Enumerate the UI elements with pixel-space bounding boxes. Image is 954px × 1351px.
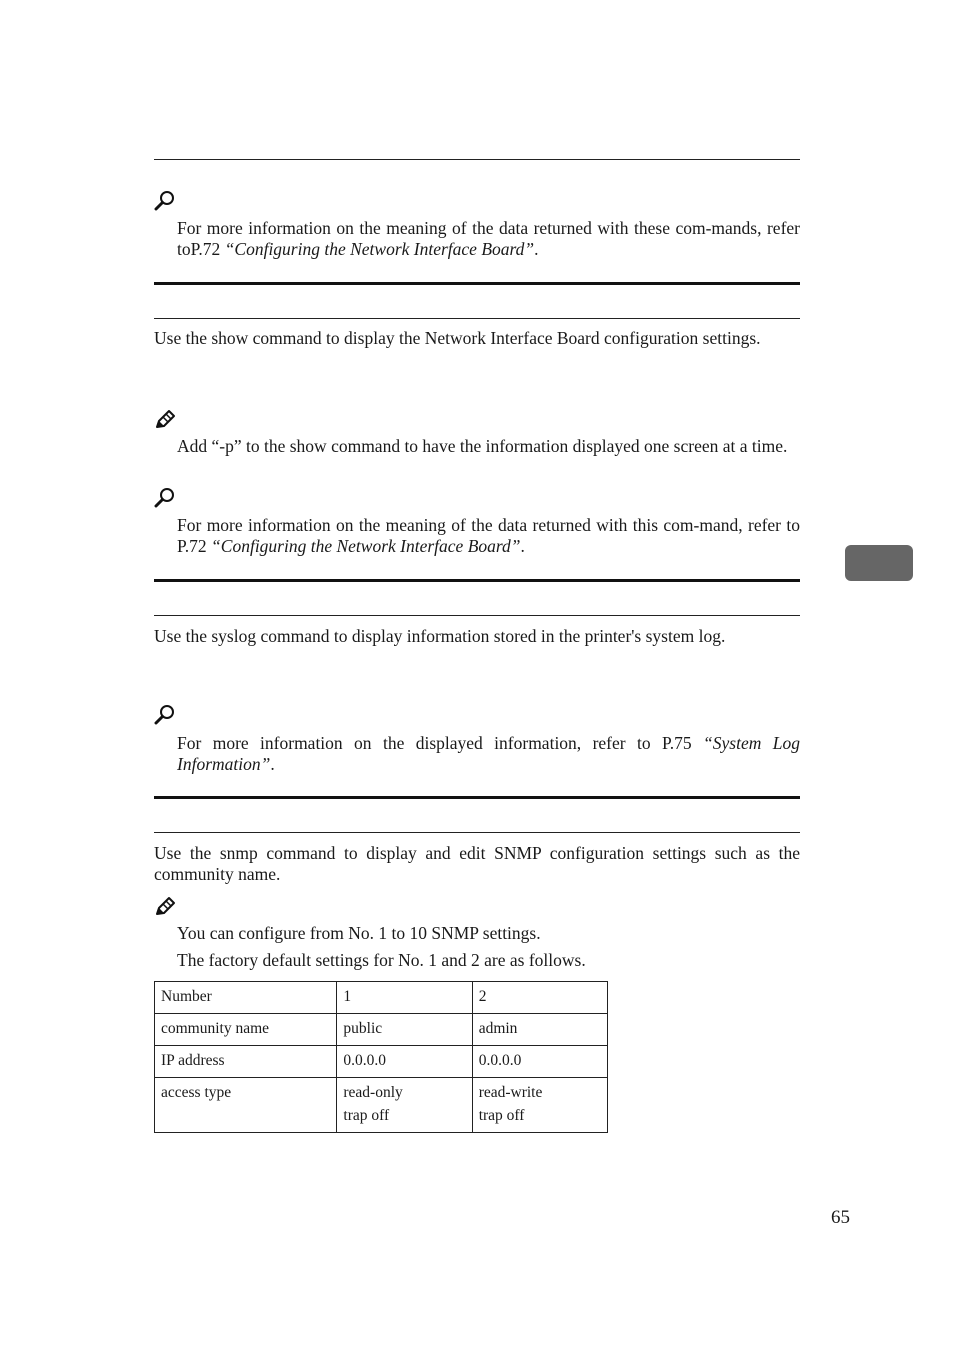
table-cell: 0.0.0.0 [472,1046,607,1078]
cell-line: read-only [343,1084,403,1101]
section-end-rule [154,282,800,285]
table-cell: 0.0.0.0 [337,1046,472,1078]
snmp-defaults-table [154,981,608,1133]
table-cell: 1 [337,982,472,1014]
show-section-note: Add “-p” to the show command to have the information displayed one screen at a time. [177,436,788,456]
snmp-note-1: You can configure from No. 1 to 10 SNMP settings. [177,923,541,943]
reference-magnifier-icon [154,704,176,726]
show-section-body: Use the show command to display the Network Interface Board configuration settings. [154,328,761,348]
table-cell: access type [155,1078,337,1133]
note-pencil-icon [154,409,176,431]
note-pencil-icon [154,896,176,918]
table-cell [472,1078,607,1133]
snmp-section-body: Use the snmp command to display and edit SNMP configuration settings such as the community name. [154,843,800,884]
chapter-tab-marker [845,545,913,581]
header-rule [154,159,800,160]
syslog-section-body: Use the syslog command to display information stored in the printer's system log. [154,626,726,646]
table-cell [337,1078,472,1133]
snmp-note-2: The factory default settings for No. 1 and 2 are as follows. [177,950,586,970]
cell-line: trap off [343,1107,390,1124]
reference-magnifier-icon [154,487,176,509]
section-start-rule [154,318,800,319]
page-number: 65 [831,1207,850,1228]
syslog-section-reference: For more information on the displayed information, refer to P.75 “System Log Information”. [177,733,800,774]
table-cell: public [337,1014,472,1046]
section-start-rule [154,832,800,833]
table-cell: IP address [155,1046,337,1078]
table-cell: admin [472,1014,607,1046]
table-cell: 2 [472,982,607,1014]
table-cell: Number [155,982,337,1014]
table-row [155,1014,608,1046]
cell-line: trap off [478,1107,525,1124]
section-start-rule [154,615,800,616]
section-end-rule [154,796,800,799]
reference-magnifier-icon [154,190,176,212]
section-end-rule [154,579,800,582]
table-row [155,1046,608,1078]
show-section-reference: For more information on the meaning of the data returned with this com-mand, refer to P.72 “Configuring the Network Interface Board”. [177,515,800,556]
cell-line: read-write [478,1084,543,1101]
reference-text-1: For more information on the meaning of the data returned with these com-mands, refer toP.72 “Configuring the Network Interface Board”. [177,218,800,259]
table-row [155,982,608,1014]
table-cell: community name [155,1014,337,1046]
table-row [155,1078,608,1133]
